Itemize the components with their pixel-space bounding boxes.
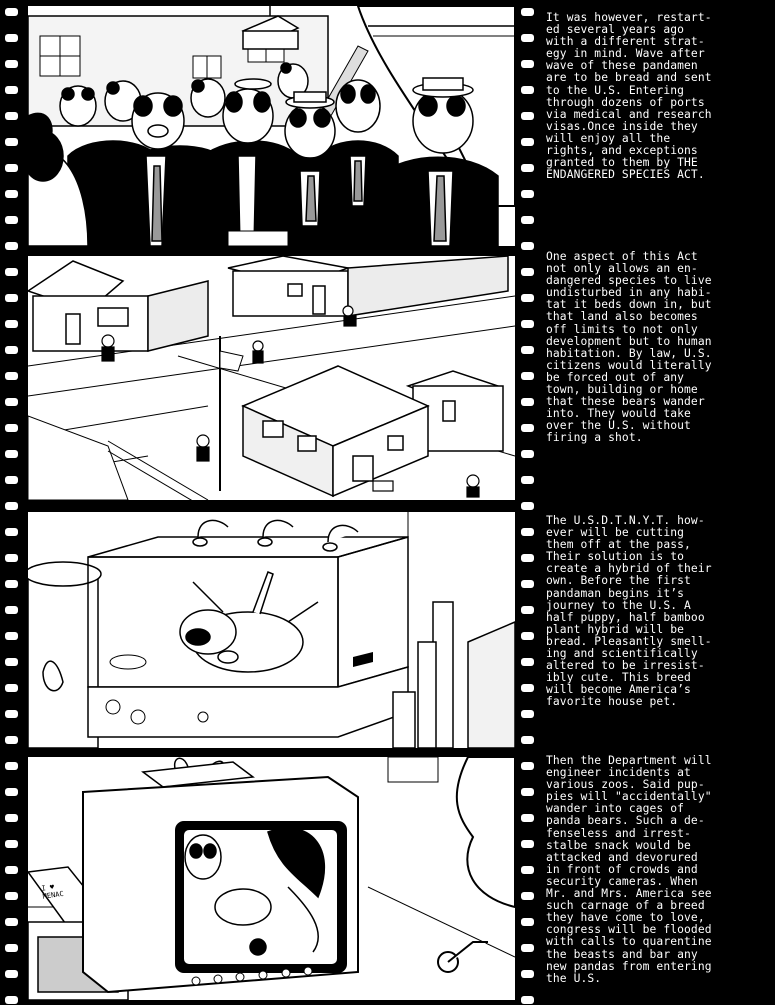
caption-panel-4: Then the Department will engineer incidents at various zoos. Said pup- pies will "accidentally" wander into cages of panda bears. Such a de- fenseless and irrest- stalbe snack would be attacked and devorured in front of crowds and security cameras. When Mr. and Mrs. America see such carnage of a breed they have come to love, congress will be flooded with calls to quarentine the beasts and bar any new pandas from entering the U.S. (546, 754, 712, 985)
sprocket-hole (5, 138, 18, 146)
sprocket-hole (521, 8, 534, 16)
sprocket-hole (521, 814, 534, 822)
sprocket-hole (5, 866, 18, 874)
sprocket-hole (521, 580, 534, 588)
caption-panel-2: One aspect of this Act not only allows an en- dangered species to live undisturbed in any habi- tat it beds down in, but that land also becomes off limits to not only development but to human habitation. By law, U.S. citizens would literally be forced out of any town, building or home that these bears wander into. They would take over the U.S. without firing a shot. (546, 250, 712, 445)
sprocket-hole (5, 840, 18, 848)
sprocket-hole (5, 476, 18, 484)
sprocket-hole (5, 528, 18, 536)
sprocket-hole (521, 268, 534, 276)
sprocket-hole (521, 476, 534, 484)
sprocket-hole (521, 710, 534, 718)
sprocket-hole (5, 736, 18, 744)
sprocket-hole (5, 970, 18, 978)
sprocket-hole (521, 164, 534, 172)
lab-illustration (28, 512, 515, 748)
sprocket-hole (5, 788, 18, 796)
sprocket-hole (5, 190, 18, 198)
sprocket-hole (5, 424, 18, 432)
sprocket-hole (5, 216, 18, 224)
sprocket-hole (521, 242, 534, 250)
sprocket-hole (521, 294, 534, 302)
sprocket-hole (521, 736, 534, 744)
sprocket-hole (5, 606, 18, 614)
sprocket-hole (5, 112, 18, 120)
sprocket-hole (521, 554, 534, 562)
sprocket-hole (521, 320, 534, 328)
sprocket-hole (521, 892, 534, 900)
sprocket-hole (521, 502, 534, 510)
sprocket-hole (5, 580, 18, 588)
panel-pandamen-at-port (28, 6, 515, 246)
sprocket-hole (5, 632, 18, 640)
film-sprocket-holes-right (521, 0, 537, 1005)
sprocket-hole (5, 814, 18, 822)
sprocket-hole (5, 8, 18, 16)
sprocket-hole (521, 86, 534, 94)
sprocket-hole (521, 60, 534, 68)
sprocket-hole (521, 424, 534, 432)
sprocket-hole (521, 866, 534, 874)
sprocket-hole (521, 970, 534, 978)
film-sprocket-holes-left (5, 0, 21, 1005)
sprocket-hole (521, 450, 534, 458)
sprocket-hole (521, 398, 534, 406)
sprocket-hole (5, 762, 18, 770)
sprocket-hole (5, 554, 18, 562)
sprocket-hole (521, 788, 534, 796)
sprocket-hole (521, 528, 534, 536)
sprocket-hole (5, 164, 18, 172)
pandamen-illustration (28, 6, 515, 246)
sprocket-hole (521, 996, 534, 1004)
sprocket-hole (5, 34, 18, 42)
panel-suburb-takeover (28, 256, 515, 500)
tv-illustration (28, 757, 515, 1000)
sprocket-hole (521, 112, 534, 120)
tv-book-cover-text: I ♥ MENAC (41, 883, 65, 901)
sprocket-hole (521, 606, 534, 614)
sprocket-hole (521, 944, 534, 952)
sprocket-hole (521, 372, 534, 380)
sprocket-hole (521, 190, 534, 198)
sprocket-hole (5, 944, 18, 952)
sprocket-hole (5, 60, 18, 68)
sprocket-hole (5, 918, 18, 926)
sprocket-hole (521, 840, 534, 848)
sprocket-hole (5, 346, 18, 354)
sprocket-hole (5, 996, 18, 1004)
sprocket-hole (5, 294, 18, 302)
sprocket-hole (521, 762, 534, 770)
caption-panel-3: The U.S.D.T.N.Y.T. how- ever will be cutting them off at the pass, Their solution is to create a hybrid of their own. Before the first pandaman begins it’s journey to the U.S. A half puppy, half bamboo plant hybrid will be bread. Pleasantly smell- ing and scientifically altered to be irresist- ibly cute. This breed will become America’s favorite house pet. (546, 514, 712, 709)
sprocket-hole (521, 684, 534, 692)
sprocket-hole (5, 684, 18, 692)
sprocket-hole (5, 892, 18, 900)
sprocket-hole (5, 398, 18, 406)
sprocket-hole (5, 320, 18, 328)
sprocket-hole (5, 242, 18, 250)
sprocket-hole (5, 450, 18, 458)
sprocket-hole (521, 216, 534, 224)
sprocket-hole (521, 632, 534, 640)
sprocket-hole (5, 268, 18, 276)
sprocket-hole (521, 918, 534, 926)
sprocket-hole (5, 86, 18, 94)
suburb-illustration (28, 256, 515, 500)
panel-lab-hybrid (28, 512, 515, 748)
sprocket-hole (521, 346, 534, 354)
sprocket-hole (521, 34, 534, 42)
sprocket-hole (5, 372, 18, 380)
sprocket-hole (521, 658, 534, 666)
sprocket-hole (521, 138, 534, 146)
sprocket-hole (5, 502, 18, 510)
sprocket-hole (5, 658, 18, 666)
caption-panel-1: It was however, restart- ed several years ago with a different strat- egy in mind. Wave after wave of these pandamen are to be bread and sent to the U.S. Entering through dozens of ports via medical and research visas.Once inside they will enjoy all the rights, and exceptions granted to them by THE ENDANGERED SPECIES ACT. (546, 11, 712, 182)
panel-tv-zoo-incident (28, 757, 515, 1000)
sprocket-hole (5, 710, 18, 718)
